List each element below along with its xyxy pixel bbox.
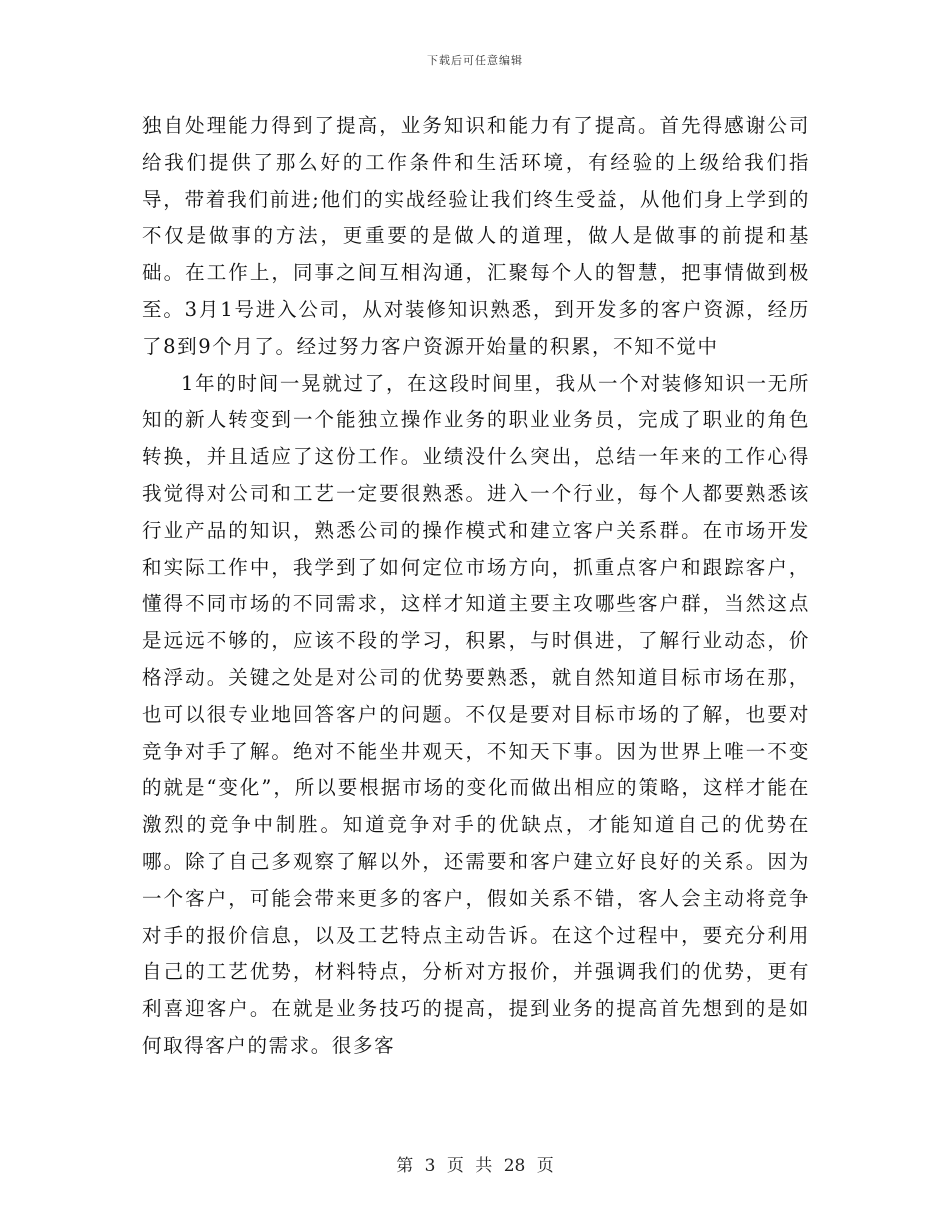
- paragraph-2: 1年的时间一晃就过了，在这段时间里，我从一个对装修知识一无所知的新人转变到一个能独立操作业务的职业业务员，完成了职业的角色转换，并且适应了这份工作。业绩没什么突出，总结一年来的工作心得我觉得对公司和工艺一定要很熟悉。进入一个行业，每个人都要熟悉该行业产品的知识，熟悉公司的操作模式和建立客户关系群。在市场开发和实际工作中，我学到了如何定位市场方向，抓重点客户和跟踪客户，懂得不同市场的不同需求，这样才知道主要主攻哪些客户群，当然这点是远远不够的，应该不段的学习，积累，与时俱进，了解行业动态，价格浮动。关键之处是对公司的优势要熟悉，就自然知道目标市场在那，也可以很专业地回答客户的问题。不仅是要对目标市场的了解，也要对竞争对手了解。绝对不能坐井观天，不知天下事。因为世界上唯一不变的就是“变化”，所以要根据市场的变化而做出相应的策略，这样才能在激烈的竞争中制胜。知道竞争对手的优缺点，才能知道自己的优势在哪。除了自己多观察了解以外，还需要和客户建立好良好的关系。因为一个客户，可能会带来更多的客户，假如关系不错，客人会主动将竞争对手的报价信息，以及工艺特点主动告诉。在这个过程中，要充分利用自己的工艺优势，材料特点，分析对方报价，并强调我们的优势，更有利喜迎客户。在就是业务技巧的提高，提到业务的提高首先想到的是如何取得客户的需求。很多客: [142, 371, 810, 1057]
- page-header: 下载后可任意编辑: [427, 54, 523, 67]
- paragraph-1: 独自处理能力得到了提高，业务知识和能力有了提高。首先得感谢公司给我们提供了那么好的工作条件和生活环境，有经验的上级给我们指导，带着我们前进;他们的实战经验让我们终生受益，从他们身上学到的不仅是做事的方法，更重要的是做人的道理，做人是做事的前提和基础。在工作上，同事之间互相沟通，汇聚每个人的智慧，把事情做到极至。3月1号进入公司，从对装修知识熟悉，到开发多的客户资源，经历了8到9个月了。经过努力客户资源开始量的积累，不知不觉中: [142, 114, 810, 358]
- document-body: [142, 108, 810, 1065]
- page-footer: 第 3 页 共 28 页: [396, 1156, 554, 1176]
